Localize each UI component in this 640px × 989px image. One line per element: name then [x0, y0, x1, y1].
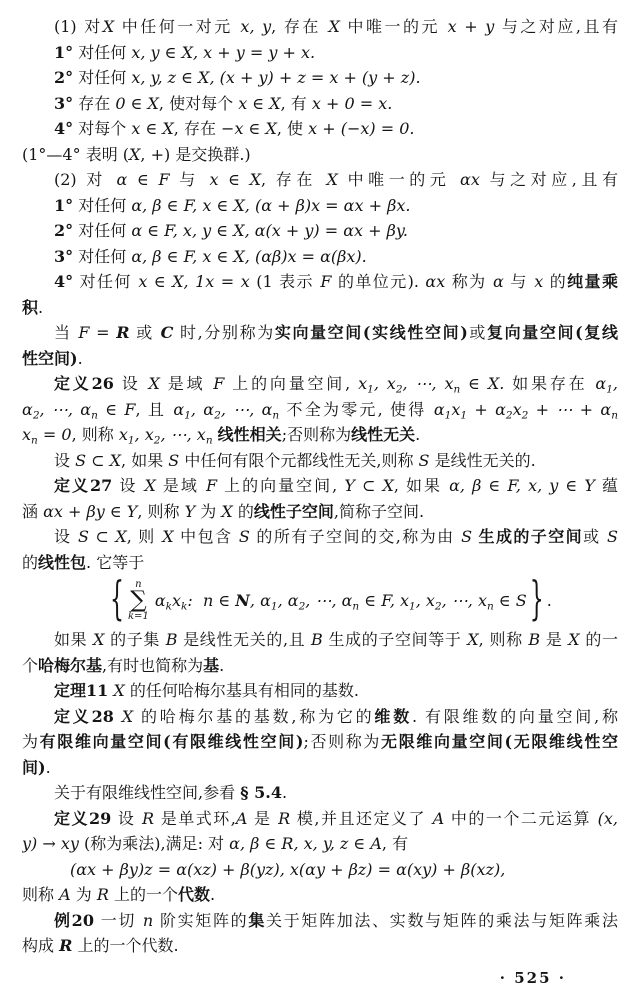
text-line [22, 499, 618, 525]
subscript: 1 [606, 383, 613, 396]
text-segment: 为 [22, 732, 40, 751]
text-segment: 2° [54, 221, 74, 240]
text-segment: 与 [503, 272, 535, 291]
subscript: 2 [395, 383, 403, 396]
text-segment: (称为乘法),满足: 对 [78, 834, 230, 853]
text-segment: α, β ∈ F, x ∈ X, (αβ)x = α(βx). [131, 246, 367, 266]
text-segment: 与之对应,且有 [494, 17, 618, 36]
subscript: 1 [444, 409, 452, 421]
text-segment: x ∈ X [238, 93, 281, 113]
text-segment: 间) [22, 757, 46, 777]
text-segment: 定义26 [54, 374, 114, 393]
text-segment: , 则称 [71, 425, 119, 444]
text-line [22, 91, 618, 117]
subscript: k [181, 600, 188, 613]
text-segment: 中的一个二元运算 [444, 808, 598, 828]
text-segment: . [281, 783, 288, 802]
text-segment: 一切 [93, 910, 143, 930]
text-segment: , 存在 [173, 119, 222, 138]
text-segment: 1° [54, 195, 74, 215]
text-segment: X [326, 170, 338, 189]
text-line [22, 857, 618, 883]
text-segment: S [418, 450, 430, 470]
subscript: n [611, 409, 618, 421]
text-line [22, 908, 618, 934]
formula-body [155, 588, 527, 614]
text-segment: 的 [543, 272, 568, 291]
subscript: 2 [521, 409, 529, 421]
subscript: n [205, 434, 213, 447]
text-segment: F [205, 476, 218, 495]
text-segment: 关于矩阵加法、实数与矩阵的乘法与矩阵乘法 [266, 910, 618, 930]
text-segment: $\alpha_1x_1 + \alpha_2x_2$ + ⋯ + $\alpha_n$ [433, 399, 618, 421]
text-segment: , 如果 [393, 476, 450, 495]
text-segment: 积 [22, 297, 39, 317]
text-line [22, 218, 618, 244]
text-segment: 的 [232, 501, 254, 521]
text-segment: αx + βy ∈ Y [43, 501, 138, 521]
text-segment: x, y, z ∈ X, (x + y) + z = x + (y + z). [131, 68, 421, 87]
text-segment: 的子集 [104, 630, 166, 649]
text-segment: A [235, 808, 248, 828]
text-segment: . 有限维数的向量空间,称 [412, 706, 618, 726]
subscript: n [31, 434, 38, 447]
text-line [22, 473, 618, 499]
text-segment: 的一 [579, 630, 618, 649]
text-segment: 实向量空间(实线性空间) [274, 323, 468, 342]
text-segment: 或 [467, 323, 488, 342]
text-segment: , 如果 [121, 450, 169, 470]
text-segment: α ∈ F, x, y ∈ X, α(x + y) = αx + βy. [131, 221, 408, 240]
text-segment: 的 [22, 552, 39, 572]
text-line [22, 755, 618, 781]
text-line [22, 933, 618, 959]
subscript: 1 [409, 600, 416, 613]
text-segment: 是 [247, 808, 279, 828]
text-segment: R [142, 808, 155, 828]
text-segment: $\alpha_1$, [595, 374, 618, 396]
set-formula [22, 575, 618, 627]
text-segment: (2) 对 [54, 170, 117, 189]
text-segment: . [45, 757, 51, 777]
text-segment: 中包含 [173, 527, 239, 546]
text-segment: 上的向量空间, [217, 476, 345, 495]
text-line [22, 550, 618, 576]
text-segment: 对任何 [73, 42, 132, 62]
subscript: 1 [184, 409, 191, 421]
text-segment: 定义29 [54, 808, 112, 828]
text-segment: 生成的子空间 [478, 527, 584, 546]
text-segment: 关于有限维线性空间,参看 [54, 783, 241, 802]
text-segment: X [129, 144, 141, 164]
text-line [22, 371, 618, 397]
text-segment: 构成 [22, 936, 60, 955]
text-line [22, 193, 618, 219]
text-segment: 0 ∈ X [115, 93, 159, 113]
text-segment: B [528, 630, 541, 649]
text-segment: 设 [54, 450, 76, 470]
text-segment: 时,分别称为 [173, 323, 275, 342]
text-line [22, 40, 618, 66]
text-segment: $x_1$, $x_2$, ⋯, $x_n$ [118, 425, 213, 447]
text-segment: 定义28 [54, 706, 114, 726]
text-segment: 对每个 [73, 119, 132, 138]
subscript: n [91, 409, 98, 421]
text-segment: x [534, 272, 544, 291]
text-segment: , 有 [381, 834, 409, 853]
text-segment: 无限维向量空间(无限维线性空 [381, 732, 618, 751]
text-segment: 不全为零元, 使得 [279, 399, 434, 419]
text-segment: (αx + βy)z = α(xz) + β(yz), x(αy + βz) = α(xy) + β(xz), [70, 859, 506, 879]
text-segment: 线性无关 [351, 425, 416, 444]
text-segment: 或 [583, 527, 608, 546]
sum-lower-limit: k=1 [128, 610, 149, 622]
text-line [22, 244, 618, 270]
text-segment: . [38, 297, 44, 317]
text-segment: y) → xy [22, 834, 79, 853]
text-segment: 称为 [445, 272, 494, 291]
text-segment: § 5.4 [240, 783, 282, 802]
text-segment: 中唯一的元 [337, 170, 461, 189]
text-segment: x, y [240, 17, 272, 36]
text-segment: 2° [54, 68, 74, 87]
text-segment: X [113, 681, 125, 700]
text-segment: ,有时也简称为 [102, 655, 204, 675]
text-line [22, 729, 618, 755]
text-line [22, 627, 618, 653]
text-segment: 是线性无关的. [429, 450, 536, 470]
text-segment: 3° [54, 93, 74, 113]
text-segment: X [92, 630, 105, 649]
text-segment: 4° [54, 119, 74, 138]
text-segment: 的任何哈梅尔基具有相同的基数. [124, 681, 359, 700]
text-segment: Y [184, 501, 196, 521]
text-segment: C [160, 323, 174, 342]
text-segment: , +) 是交换群.) [140, 144, 251, 164]
text-segment: 代数 [177, 885, 210, 904]
text-segment: A [432, 808, 445, 828]
text-segment: , 存在 [271, 17, 329, 36]
text-line [22, 678, 618, 704]
text-segment: α, β ∈ F, x, y ∈ Y [449, 476, 595, 495]
text-segment: 设 [113, 374, 149, 393]
text-segment: 设 [54, 527, 78, 546]
text-line [22, 780, 618, 806]
text-line [22, 346, 618, 372]
text-segment: Y ⊂ X [344, 476, 394, 495]
text-segment: $\alpha_kx_k$: n ∈ [154, 591, 236, 613]
subscript: 2 [505, 409, 513, 421]
text-segment: 纯量乘 [567, 272, 618, 291]
text-line [22, 167, 618, 193]
text-segment: S ⊂ X [77, 527, 127, 546]
text-segment: X [121, 706, 134, 726]
open-brace-glyph: { [110, 574, 124, 627]
text-segment: B [165, 630, 178, 649]
text-line [22, 65, 618, 91]
text-segment: 是单式环, [154, 808, 236, 828]
text-line [22, 653, 618, 679]
text-segment: S [461, 527, 473, 546]
text-segment: 基 [203, 655, 220, 675]
text-segment: α [493, 272, 504, 291]
text-segment: 或 [129, 323, 161, 342]
text-segment: x + 0 = x. [311, 93, 393, 113]
text-segment: −x ∈ X [221, 119, 277, 138]
text-segment: X [148, 374, 160, 393]
text-segment: 是域 [155, 476, 206, 495]
text-segment: 涵 [22, 501, 44, 521]
text-segment: F [213, 374, 225, 393]
text-segment: 对任何 [73, 246, 132, 266]
text-segment: $x_n = 0$ [22, 425, 72, 447]
subscript: n [486, 600, 494, 613]
text-segment: (1°—4° 表明 ( [22, 144, 130, 164]
text-segment: , $\alpha_1$, $\alpha_2$, ⋯, $\alpha_n$ ∈ F, $x_1$, $x_2$, ⋯, $x_n$ ∈ S [249, 591, 527, 613]
text-segment: $x_1$, $x_2$, ⋯, $x_n$ ∈ X. [358, 374, 505, 396]
text-segment: . [210, 885, 216, 904]
text-segment: , 存在 [261, 170, 327, 189]
subscript: n [352, 600, 360, 613]
text-segment: S [607, 527, 618, 546]
text-segment: 1° [54, 42, 74, 62]
text-segment: . [219, 655, 225, 675]
text-segment: 与 [169, 170, 210, 189]
text-segment: 对任何 [73, 195, 132, 215]
text-segment: 中唯一的元 [339, 17, 448, 36]
text-segment: 蕴 [594, 476, 618, 495]
text-segment: α, β ∈ F, x ∈ X, (α + β)x = αx + βx. [131, 195, 411, 215]
text-segment: , 且 [135, 399, 174, 419]
subscript: 2 [434, 600, 442, 613]
text-line [22, 831, 618, 857]
text-segment: 维数 [374, 706, 412, 726]
text-segment: , 则 [126, 527, 163, 546]
text-segment: X [328, 17, 340, 36]
text-segment: 的所有子空间的交,称为由 [249, 527, 462, 546]
sum-upper-limit: n [135, 579, 142, 591]
text-segment: X [162, 527, 174, 546]
text-line [22, 882, 618, 908]
text-segment: ;否则称为 [281, 425, 352, 444]
text-segment: 性空间) [22, 348, 78, 368]
text-segment: , 使对每个 [158, 93, 239, 113]
text-segment: 上的向量空间, [224, 374, 359, 393]
text-segment: . 它等于 [86, 552, 145, 572]
text-segment: 集 [248, 910, 267, 930]
text-segment: 有限维向量空间(有限维线性空间) [39, 732, 304, 751]
text-segment: 定义27 [54, 476, 113, 495]
text-segment [114, 707, 122, 726]
text-line [22, 704, 618, 730]
subscript: 1 [270, 600, 278, 613]
text-segment: αx [460, 170, 480, 189]
text-segment: 模,并且还定义了 [290, 808, 433, 828]
text-segment: 3° [54, 246, 74, 266]
text-line [22, 397, 618, 423]
text-line [22, 524, 618, 550]
text-line [22, 806, 618, 832]
text-segment: B [311, 630, 323, 649]
text-segment: x + y [447, 17, 495, 36]
text-segment: 为 [195, 501, 222, 521]
text-segment: 则称 [22, 885, 60, 904]
text-segment: (1) 对 [54, 17, 103, 36]
text-segment: 中任何一对元 [114, 17, 241, 36]
text-segment: 是域 [159, 374, 214, 393]
text-segment: α ∈ F [116, 170, 170, 189]
text-segment: X [568, 630, 580, 649]
text-segment: X [144, 476, 156, 495]
text-segment: 上的一个 [108, 885, 178, 904]
text-segment: 线性包 [38, 552, 87, 572]
subscript: n [272, 409, 280, 421]
page-number: · 525 · [499, 968, 566, 987]
formula-tail: . [546, 591, 552, 611]
text-segment: 是 [540, 630, 569, 649]
text-segment: 中任何有限个元都线性无关,则称 [179, 450, 419, 470]
text-segment: 线性子空间 [253, 501, 334, 521]
subscript: 1 [460, 409, 468, 421]
text-segment: 生成的子空间等于 [322, 630, 468, 649]
text-segment: $\alpha_1$, $\alpha_2$, ⋯, $\alpha_n$ [173, 399, 280, 421]
text-segment: 线性相关 [217, 425, 282, 444]
text-segment: , 有 [280, 93, 312, 113]
text-segment: (x, [597, 808, 618, 828]
text-segment: 哈梅尔基 [38, 655, 103, 675]
text-content [22, 14, 618, 959]
text-segment: 阶实矩阵的 [153, 910, 249, 930]
subscript: n [453, 383, 461, 396]
text-segment: 的哈梅尔基的基数,称为它的 [133, 706, 375, 726]
text-segment: ,简称子空间. [333, 501, 425, 521]
text-segment: 对任何 [73, 68, 132, 87]
close-brace-glyph: } [529, 574, 544, 627]
text-segment: S [238, 527, 250, 546]
text-segment: X [221, 501, 233, 521]
text-segment: . [415, 425, 421, 444]
subscript: 2 [32, 409, 40, 421]
text-segment: x + (−x) = 0. [308, 119, 415, 138]
text-segment: α, β ∈ R, x, y, z ∈ A [229, 834, 382, 853]
text-segment: $\alpha_2$, ⋯, $\alpha_n$ ∈ F [22, 399, 136, 421]
text-segment: R [278, 808, 291, 828]
subscript: k [165, 600, 172, 613]
text-segment: 与之对应,且有 [479, 170, 618, 189]
text-segment: . [77, 348, 83, 368]
text-segment: R [116, 323, 130, 342]
subscript: 2 [153, 434, 161, 447]
text-segment: 定理11 [54, 681, 109, 700]
text-segment: (1 表示 [249, 272, 321, 291]
text-segment: 设 [111, 808, 143, 828]
text-segment: n [142, 910, 154, 930]
text-segment: F [320, 272, 332, 291]
text-segment: 当 [54, 323, 79, 342]
text-segment: x ∈ X, 1x = x [138, 272, 250, 291]
text-segment: 对任何 [73, 272, 139, 291]
text-line [22, 14, 618, 40]
sigma-icon: ∑ [130, 587, 147, 614]
subscript: 2 [298, 600, 306, 613]
text-segment: N [235, 591, 250, 611]
text-segment: 的单位元). [331, 272, 426, 291]
text-segment: S [168, 450, 180, 470]
subscript: 1 [127, 434, 135, 447]
text-segment: ;否则称为 [303, 732, 382, 751]
text-segment: A [59, 885, 71, 904]
subscript: 2 [214, 409, 221, 421]
text-segment: 例20 [54, 910, 94, 930]
text-segment: αx [425, 272, 446, 291]
text-line [22, 269, 618, 295]
text-segment: 如果 [54, 630, 93, 649]
text-segment: R [59, 936, 73, 955]
text-segment: S ⊂ X [75, 450, 122, 470]
subscript: 1 [367, 383, 374, 396]
text-line [22, 295, 618, 321]
text-segment: 4° [54, 272, 74, 291]
text-segment: x ∈ X [209, 170, 262, 189]
text-segment: 为 [70, 885, 97, 904]
text-segment: , 则称 [478, 630, 529, 649]
text-line [22, 422, 618, 448]
text-segment: R [96, 885, 109, 904]
text-segment: 个 [22, 655, 39, 675]
text-segment: 对任何 [73, 221, 132, 240]
text-segment: 存在 [73, 93, 116, 113]
text-line [22, 448, 618, 474]
text-segment: , 使 [276, 119, 309, 138]
text-segment: 设 [112, 476, 145, 495]
text-segment: X [467, 630, 479, 649]
text-segment: x, y ∈ X, x + y = y + x. [131, 42, 316, 62]
text-line [22, 320, 618, 346]
summation-symbol [128, 580, 149, 622]
text-segment: , 则称 [137, 501, 185, 521]
text-line [22, 116, 618, 142]
text-segment: 是线性无关的,且 [177, 630, 312, 649]
text-segment: F = [78, 323, 117, 342]
text-segment: 复向量空间(复线 [487, 323, 618, 342]
text-line [22, 142, 618, 168]
text-segment: x ∈ X [131, 119, 174, 138]
text-segment: X [102, 17, 115, 36]
text-segment: 如果存在 [504, 374, 596, 393]
text-segment: 上的一个代数. [72, 936, 179, 955]
